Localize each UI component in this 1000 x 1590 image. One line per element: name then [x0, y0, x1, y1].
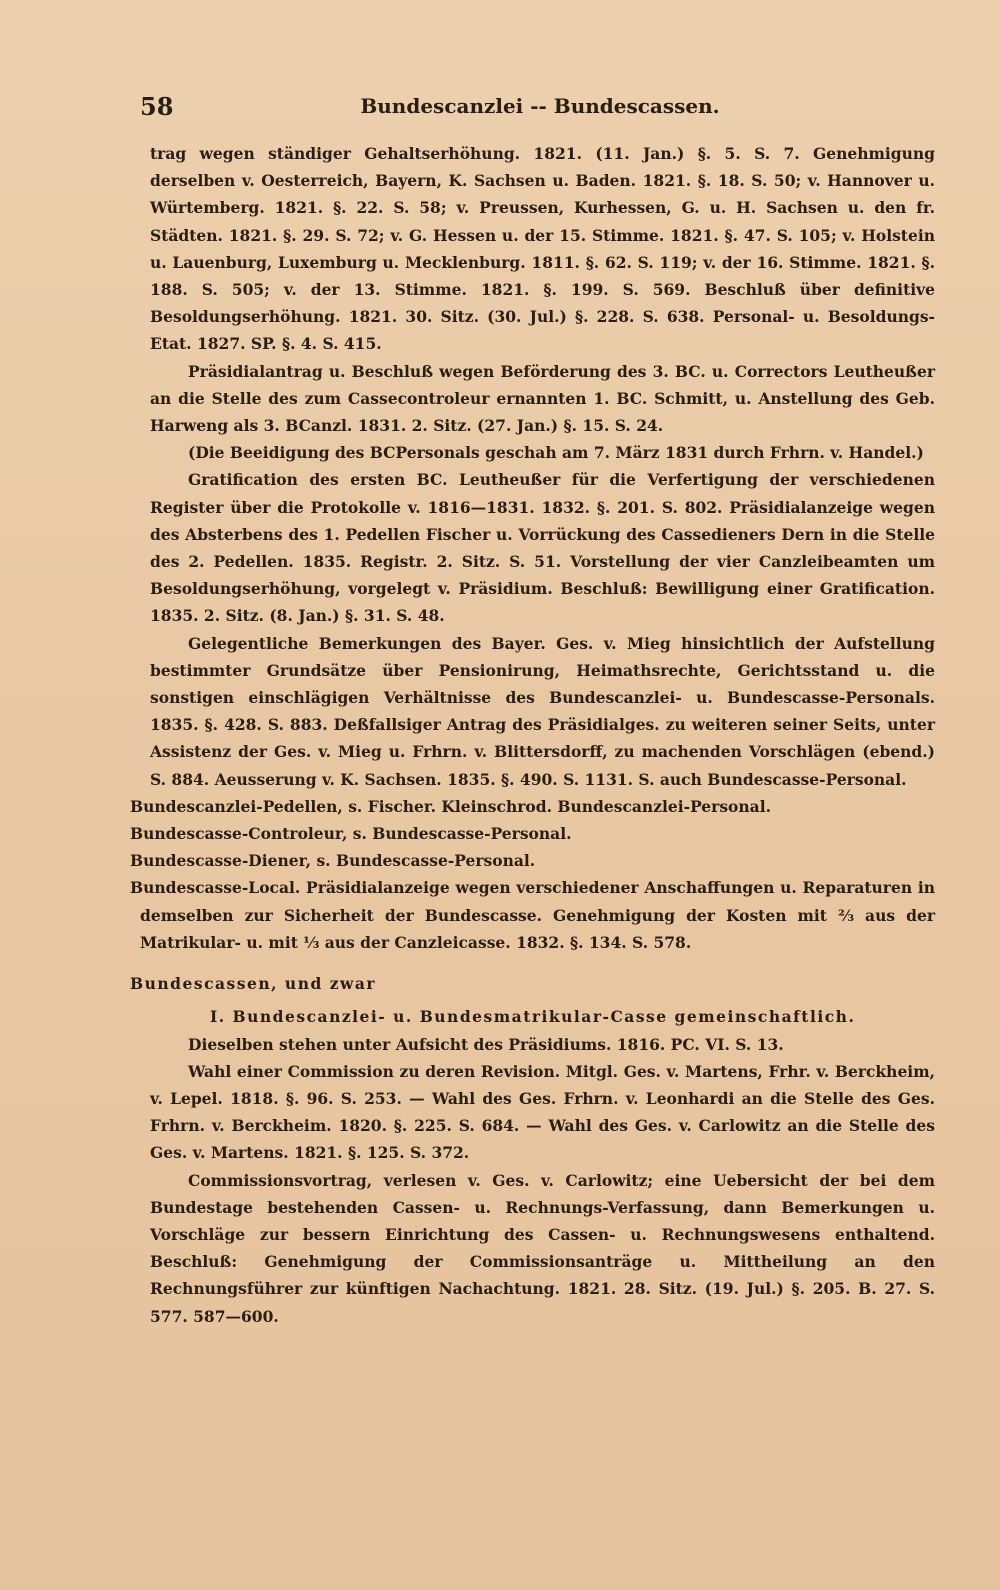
subsection-heading: I. Bundescanzlei- u. Bundesmatrikular-Casse gemeinschaftlich.	[210, 1007, 856, 1027]
running-head: Bundescanzlei -- Bundescassen.	[360, 94, 720, 118]
paragraph: Gelegentliche Bemerkungen des Bayer. Ges. v. Mieg hinsichtlich der Aufstellung bestimmter Grundsätze über Pensionirung, Heimathsrechte, Gerichtsstand u. die sonstigen einschlägigen Verhältnisse des Bundescanzlei- u. Bundescasse-Personals. 1835. §. 428. S. 883. Deßfallsiger Antrag des Präsidialges. zu weiteren seiner Seits, unter Assistenz der Ges. v. Mieg u. Frhrn. v. Blittersdorff, zu machenden Vorschlägen (ebend.) S. 884. Aeusserung v. K. Sachsen. 1835. §. 490. S. 1131. S. auch Bundescasse-Personal.	[150, 633, 935, 789]
paragraph: Commissionsvortrag, verlesen v. Ges. v. Carlowitz; eine Uebersicht der bei dem Bundestage bestehenden Cassen- u. Rechnungs-Verfassung, dann Bemerkungen u. Vorschläge zur bessern Einrichtung des Cassen- u. Rechnungswesens enthaltend. Beschluß: Genehmigung der Commissionsanträge u. Mittheilung an den Rechnungsführer zur künftigen Nachachtung. 1821. 28. Sitz. (19. Jul.) §. 205. B. 27. S. 577. 587—600.	[150, 1170, 935, 1326]
index-entry: Bundescanzlei-Pedellen, s. Fischer. Kleinschrod. Bundescanzlei-Personal.	[130, 796, 771, 816]
index-entry: Bundescasse-Controleur, s. Bundescasse-Personal.	[130, 824, 572, 844]
index-entry: Bundescasse-Diener, s. Bundescasse-Personal.	[130, 851, 536, 871]
paragraph: Präsidialantrag u. Beschluß wegen Beförderung des 3. BC. u. Correctors Leutheußer an die Stelle des zum Cassecontroleur ernannten 1. BC. Schmitt, u. Anstellung des Geb. Harweng als 3. BCanzl. 1831. 2. Sitz. (27. Jan.) §. 15. S. 24.	[150, 361, 935, 436]
page-header	[140, 92, 940, 122]
paragraph: Dieselben stehen unter Aufsicht des Präsidiums. 1816. PC. VI. S. 13.	[188, 1034, 784, 1054]
section-heading: Bundescassen, und zwar	[130, 974, 377, 994]
paragraph: Gratification des ersten BC. Leutheußer für die Verfertigung der verschiedenen Register über die Protokolle v. 1816—1831. 1832. §. 201. S. 802. Präsidialanzeige wegen des Absterbens des 1. Pedellen Fischer u. Vorrückung des Cassedieners Dern in die Stelle des 2. Pedellen. 1835. Registr. 2. Sitz. S. 51. Vorstellung der vier Canzleibeamten um Besoldungserhöhung, vorgelegt v. Präsidium. Beschluß: Bewilligung einer Gratification. 1835. 2. Sitz. (8. Jan.) §. 31. S. 48.	[150, 470, 935, 626]
paragraph: Wahl einer Commission zu deren Revision. Mitgl. Ges. v. Martens, Frhr. v. Berckheim, v. Lepel. 1818. §. 96. S. 253. — Wahl des Ges. Frhrn. v. Leonhardi an die Stelle des Ges. Frhrn. v. Berckheim. 1820. §. 225. S. 684. — Wahl des Ges. v. Carlowitz an die Stelle des Ges. v. Martens. 1821. §. 125. S. 372.	[150, 1061, 935, 1163]
index-text	[130, 140, 935, 1330]
paragraph: (Die Beeidigung des BCPersonals geschah am 7. März 1831 durch Frhrn. v. Handel.)	[188, 443, 924, 463]
index-entry: Bundescasse-Local. Präsidialanzeige wegen verschiedener Anschaffungen u. Reparaturen in demselben zur Sicherheit der Bundescasse. Genehmigung der Kosten mit ⅔ aus der Matrikular- u. mit ⅓ aus der Canzleicasse. 1832. §. 134. S. 578.	[130, 878, 935, 952]
page-number: 58	[140, 92, 174, 121]
paragraph: trag wegen ständiger Gehaltserhöhung. 1821. (11. Jan.) §. 5. S. 7. Genehmigung derselben v. Oesterreich, Bayern, K. Sachsen u. Baden. 1821. §. 18. S. 50; v. Hannover u. Würtemberg. 1821. §. 22. S. 58; v. Preussen, Kurhessen, G. u. H. Sachsen u. den fr. Städten. 1821. §. 29. S. 72; v. G. Hessen u. der 15. Stimme. 1821. §. 47. S. 105; v. Holstein u. Lauenburg, Luxemburg u. Mecklenburg. 1811. §. 62. S. 119; v. der 16. Stimme. 1821. §. 188. S. 505; v. der 13. Stimme. 1821. §. 199. S. 569. Beschluß über definitive Besoldungserhöhung. 1821. 30. Sitz. (30. Jul.) §. 228. S. 638. Personal- u. Besoldungs-Etat. 1827. SP. §. 4. S. 415.	[150, 144, 935, 354]
